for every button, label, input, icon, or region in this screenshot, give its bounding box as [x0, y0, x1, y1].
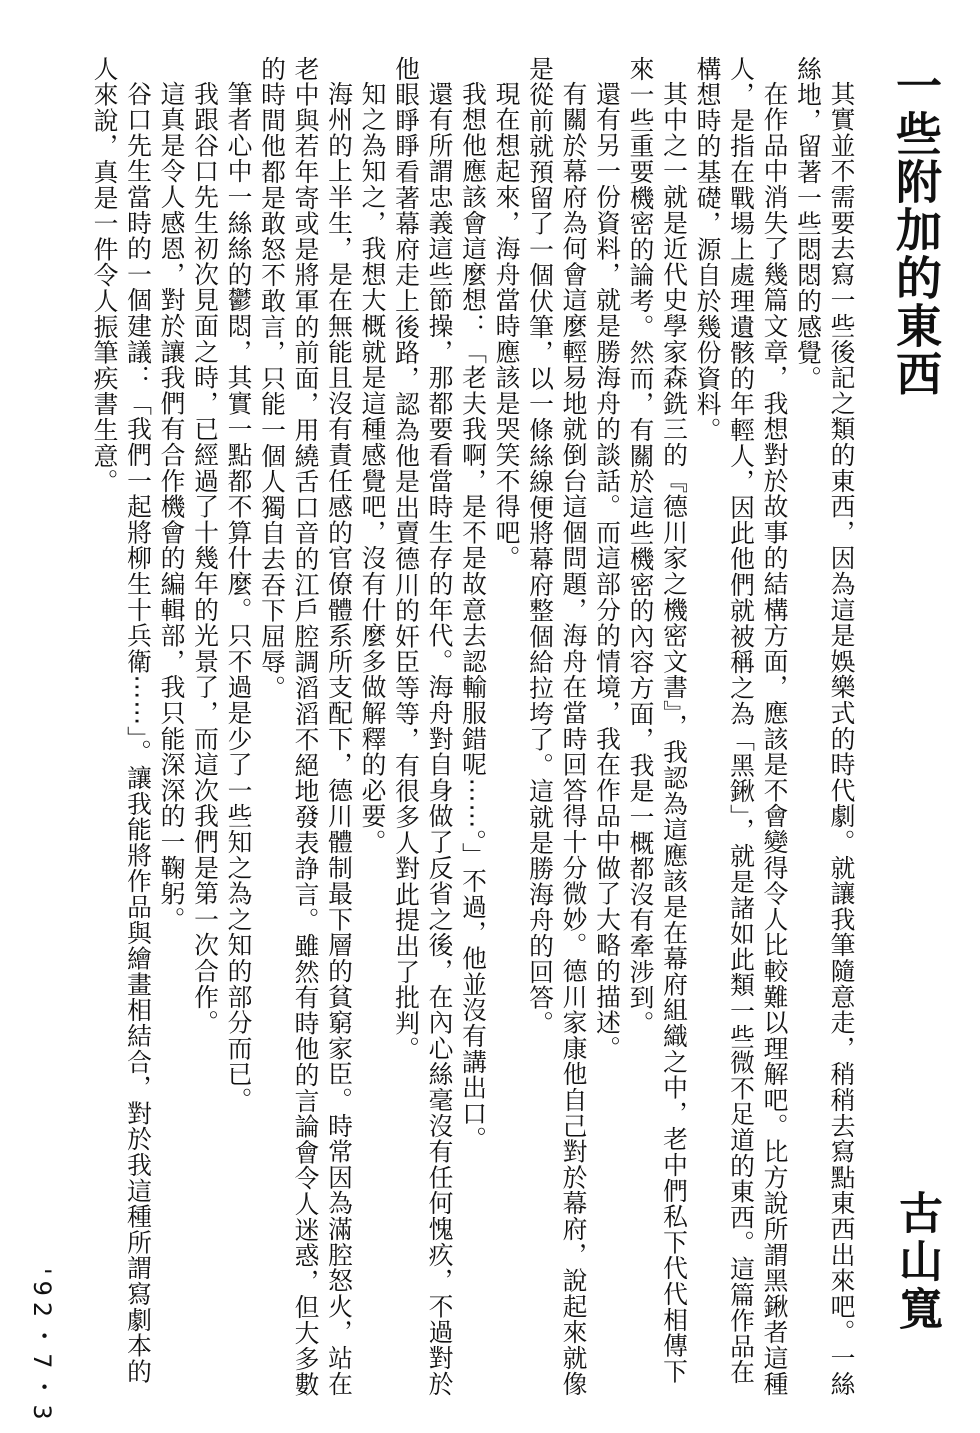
paragraph: 海州的上半生，是在無能且沒有責任感的官僚體系所支配下，德川體制最下層的貧窮家臣。時常因為滿腔怒火，站在老中與若年寄或是將軍的前面，用繞舌口音的江戶腔調滔滔不絕地發表諍言。雖然有時他的言論會令人迷惑，但大多數的時間他都是敢怒不敢言，只能一個人獨自去吞下屈辱。	[257, 56, 354, 1398]
paragraph: 我跟谷口先生初次見面之時，已經過了十幾年的光景了，而這次我們是第一次合作。	[190, 80, 220, 1036]
paragraph: 其實並不需要去寫一些後記之類的東西，因為這是娛樂式的時代劇。就讓我筆隨意走，稍稍去寫點東西出來吧。一絲絲地，留著一些悶悶的感覺。	[793, 56, 856, 1397]
paragraph: 其中之一就是近代史學家森銑三的『德川家之機密文書』，我認為這應該是在幕府組織之中，老中們私下代代相傳下來一些重要機密的論考。然而，有關於這些機密的內容方面，我是一概都沒有牽涉到。	[626, 56, 689, 1385]
paragraph: 現在想起來，海舟當時應該是哭笑不得吧。	[492, 80, 521, 571]
paragraph: 我想他應該會這麼想：「老夫我啊，是不是故意去認輸服錯呢⋯⋯。」不過，他並沒有講出口。	[458, 80, 488, 1152]
document-title: 一些附加的東西	[889, 62, 943, 398]
paragraph: 谷口先生當時的一個建議：「我們一起將柳生十兵衛⋯⋯」。讓我能將作品與繪畫相結合，對於我這種所謂寫劇本的人來說，真是一件令人振筆疾書生意。	[90, 56, 153, 1385]
paragraph: 有關於幕府為何會這麼輕易地就倒台這個問題，海舟在當時回答得十分微妙。德川家康他自己對於幕府，說起來就像是從前就預留了一個伏筆，以一條絲線便將幕府整個給拉垮了。這就是勝海舟的回答。	[525, 56, 588, 1397]
author-name: 古山寬	[891, 1190, 942, 1334]
paragraph: 還有所謂忠義這些節操，那都要看當時生存的年代。海舟對自身做了反省之後，在內心絲毫沒有任何愧疚，不過對於他眼睜睜看著幕府走上後路，認為他是出賣德川的奸臣等等，有很多人對此提出了批判。	[391, 56, 454, 1397]
paragraph: 在作品中消失了幾篇文章，我想對於故事的結構方面，應該是不會變得令人比較難以理解吧。比方說所謂黑鍬者這種人，是指在戰場上處理遺骸的年輕人，因此他們就被稱之為「黑鍬」，就是諸如此類一些微不足道的東西。這篇作品在構想時的基礎，源自於幾份資料。	[693, 56, 789, 1397]
body-text	[62, 56, 858, 1406]
paragraph: 這真是令人感恩，對於讓我們有合作機會的編輯部，我只能深深的一鞠躬。	[157, 80, 186, 933]
paragraph: 筆者心中一絲絲的鬱悶，其實一點都不算什麼。只不過是少了一些知之為之知的部分而已。	[224, 80, 253, 1113]
paragraph: 知之為知之，我想大概就是這種感覺吧，沒有什麼多做解釋的必要。	[358, 80, 387, 855]
document-date: '92・7・3	[28, 1268, 56, 1426]
paragraph: 還有另一份資料，就是勝海舟的談話。而這部分的情境，我在作品中做了大略的描述。	[592, 80, 622, 1062]
